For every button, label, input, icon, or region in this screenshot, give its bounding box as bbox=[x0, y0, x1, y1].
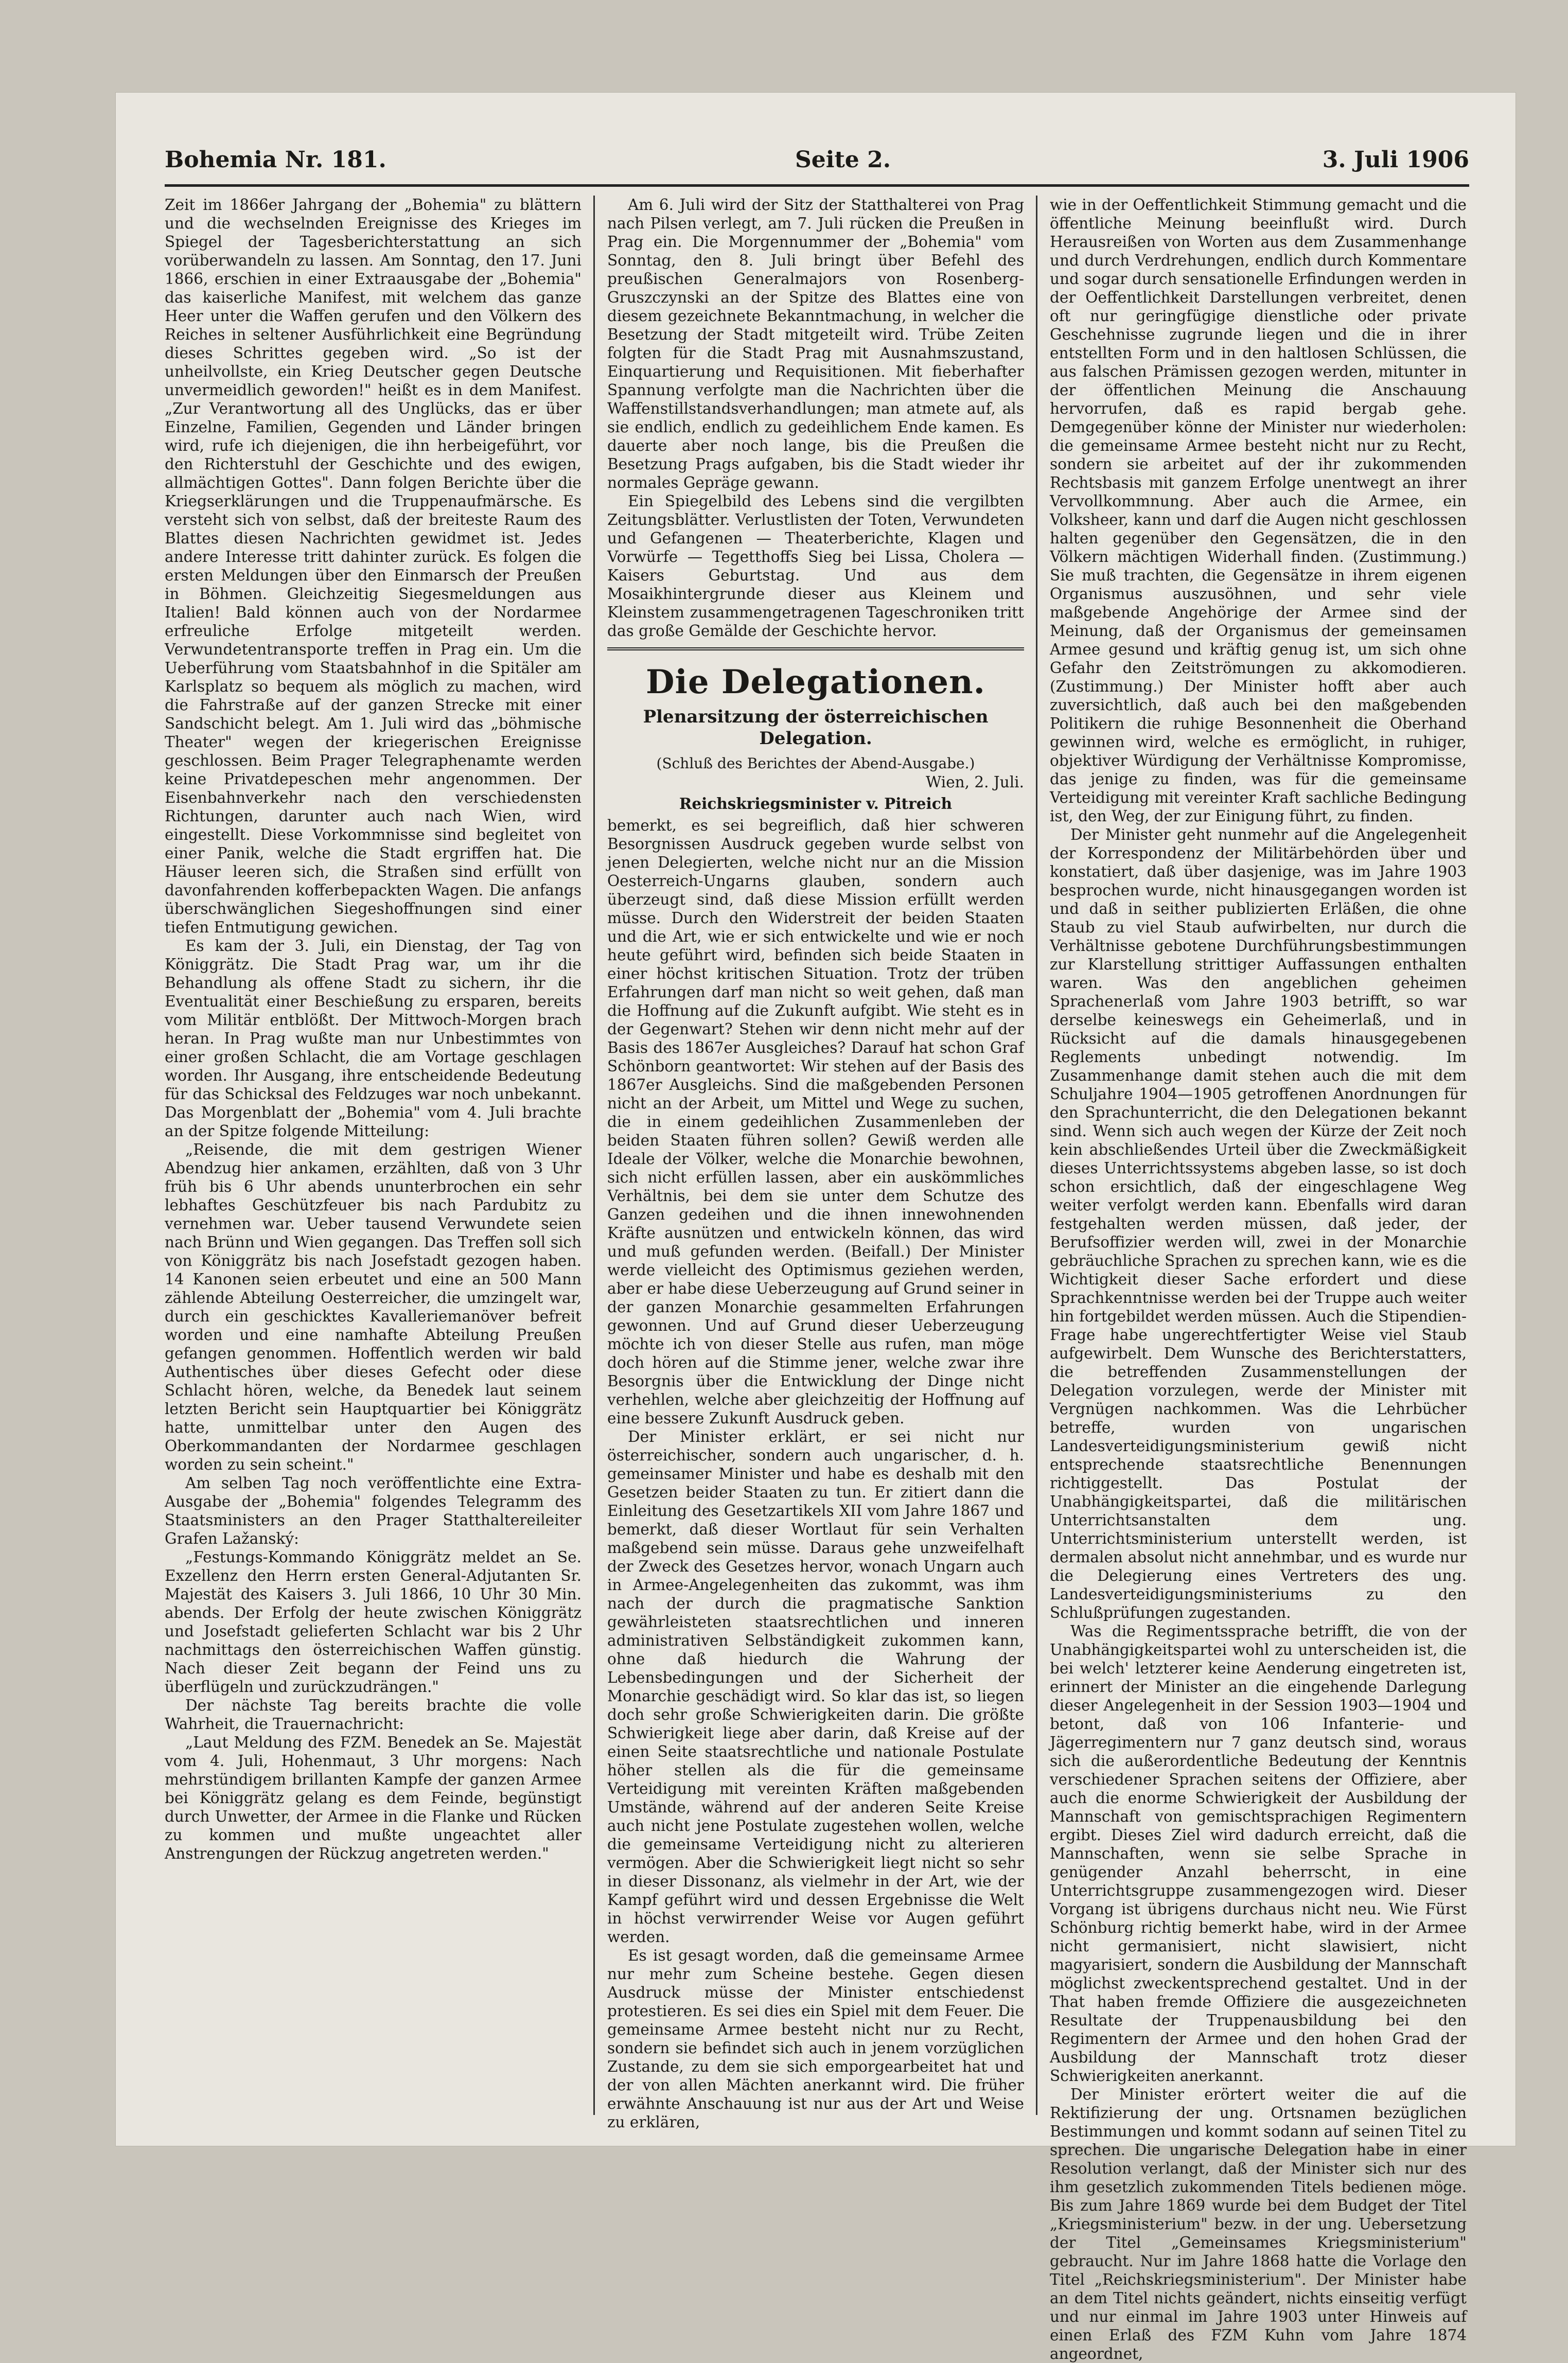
article-column-1 bbox=[165, 196, 582, 2115]
paragraph: Zeit im 1866er Jahrgang der „Bohemia" zu blättern und die wechselnden Ereignisse des Krieges im Spiegel der Tagesberichterstattung an sich vorüberwandeln zu lassen. Am Sonntag, den 17. Juni 1866, erschien in einer Extraausgabe der „Bohemia" das kaiserliche Manifest, mit welchem das ganze Heer unter die Waffen gerufen und den Völkern des Reiches in seltener Ausführlichkeit eine Begründung dieses Schrittes gegeben wird. „So ist der unheilvollste, ein Krieg Deutscher gegen Deutsche unvermeidlich geworden!" heißt es in dem Manifest. „Zur Verantwortung all des Unglücks, das er über Einzelne, Familien, Gegenden und Länder bringen wird, rufe ich diejenigen, die ihn herbeigeführt, vor den Richterstuhl der Geschichte und des ewigen, allmächtigen Gottes". Dann folgen Berichte über die Kriegserklärungen und die Truppenaufmärsche. Es versteht sich von selbst, daß der breiteste Raum des Blattes diesen Nachrichten gewidmet ist. Jedes andere Interesse tritt dahinter zurück. Es folgen die ersten Meldungen über den Einmarsch der Preußen in Böhmen. Gleichzeitig Siegesmeldungen aus Italien! Bald können auch von der Nordarmee erfreuliche Erfolge mitgeteilt werden. Verwundetentransporte treffen in Prag ein. Um die Ueberführung vom Staatsbahnhof in die Spitäler am Karlsplatz so bequem als möglich zu machen, wird die Fahrstraße auf der ganzen Strecke mit einer Sandschicht belegt. Am 1. Juli wird das „böhmische Theater" wegen der kriegerischen Ereignisse geschlossen. Beim Prager Telegraphenamte werden keine Privatdepeschen mehr angenommen. Der Eisenbahnverkehr nach den verschiedensten Richtungen, darunter auch nach Wien, wird eingestellt. Diese Vorkommnisse sind begleitet von einer Panik, welche die Stadt ergriffen hat. Die Häuser leeren sich, die Straßen sind erfüllt von davonfahrenden kofferbepackten Wagen. Die anfangs überschwänglichen Siegeshoffnungen sind einer tiefen Entmutigung gewichen. bbox=[165, 196, 582, 936]
paragraph: Der Minister erklärt, er sei nicht nur österreichischer, sondern auch ungarischer, d. h. gemeinsamer Minister und habe es deshalb mit den Gesetzen beider Staaten zu tun. Er zitiert dann die Einleitung des Gesetzartikels XII vom Jahre 1867 und bemerkt, daß dieser Wortlaut für sein Verhalten maßgebend sein müsse. Daraus gehe unzweifelhaft der Zweck des Gesetzes hervor, wonach Ungarn auch in Armee-Angelegenheiten das zukommt, was ihm nach der durch die pragmatische Sanktion gewährleisteten staatsrechtlichen und inneren administrativen Selbständigkeit zukommen kann, ohne daß hiedurch die Wahrung der Lebensbedingungen und der Sicherheit der Monarchie geschädigt wird. So klar das ist, so liegen doch sehr große Schwierigkeiten darin. Die größte Schwierigkeit liege aber darin, daß Kreise auf der einen Seite staatsrechtliche und nationale Postulate höher stellen als die für die gemeinsame Verteidigung mit vereinten Kräften maßgebenden Umstände, während auf der anderen Seite Kreise auch nicht jene Postulate zugestehen wollen, welche die gemeinsame Verteidigung nicht zu alterieren vermögen. Aber die Schwierigkeit liegt nicht so sehr in dieser Dissonanz, als vielmehr in der Art, wie der Kampf geführt wird und dessen Ergebnisse die Welt in höchst verwirrender Weise vor Augen geführt werden. bbox=[607, 1428, 1024, 1946]
header-rule bbox=[165, 184, 1469, 187]
paragraph: Am selben Tag noch veröffentlichte eine Extra-Ausgabe der „Bohemia" folgendes Telegramm des Staatsministers an den Prager Statthaltereileiter Grafen Lažanský: bbox=[165, 1474, 582, 1547]
section-subtitle: Plenarsitzung der österreichischen Delegation. bbox=[643, 707, 989, 749]
paragraph: „Laut Meldung des FZM. Benedek an Se. Majestät vom 4. Juli, Hohenmaut, 3 Uhr morgens: Nach mehrstündigem brillanten Kampfe der ganzen Armee bei Königgrätz gelang es dem Feinde, begünstigt durch Unwetter, der Armee in die Flanke und Rücken zu kommen und mußte ungeachtet aller Anstrengungen der Rückzug angetreten werden." bbox=[165, 1734, 582, 1862]
running-header bbox=[165, 147, 1469, 184]
column-divider-2 bbox=[1036, 196, 1037, 2115]
column-divider-1 bbox=[593, 196, 595, 2115]
paragraph: „Festungs-Kommando Königgrätz meldet an Se. Exzellenz den Herrn ersten General-Adjutanten Sr. Majestät des Kaisers 3. Juli 1866, 10 Uhr 30 Min. abends. Der Erfolg der heute zwischen Königgrätz und Josefstadt gelieferten Schlacht war bis 2 Uhr nachmittags den österreichischen Waffen günstig. Nach dieser Zeit begann der Feind uns zu überflügeln und zurückzudrängen." bbox=[165, 1548, 582, 1696]
paragraph: bemerkt, es sei begreiflich, daß hier schweren Besorgnissen Ausdruck gegeben wurde selbst von jenen Delegierten, welche nicht nur an die Mission Oesterreich-Ungarns glauben, sondern auch überzeugt sind, daß diese Mission erfüllt werden müsse. Durch den Widerstreit der beiden Staaten und die Art, wie er sich entwickelte und wie er noch heute geführt wird, befinden sich beide Staaten in einer höchst kritischen Situation. Trotz der trüben Erfahrungen darf man nicht so weit gehen, daß man die Hoffnung auf die Zukunft aufgibt. Wie steht es in der Gegenwart? Stehen wir denn nicht mehr auf der Basis des 1867er Ausgleiches? Darauf hat schon Graf Schönborn geantwortet: Wir stehen auf der Basis des 1867er Ausgleichs. Sind die maßgebenden Personen nicht an der Arbeit, um Mittel und Wege zu suchen, die in einem gedeihlichen Zusammenleben der beiden Staaten führen sollen? Gewiß werden alle Ideale der Völker, welche die Monarchie bewohnen, sich nicht erfüllen lassen, aber ein auskömmliches Verhältnis, bei dem sie unter dem Schutze des Ganzen gedeihen und die ihnen innewohnenden Kräfte ausnützen und entwickeln können, das wird und muß gefunden werden. (Beifall.) Der Minister werde vielleicht des Optimismus geziehen werden, aber er habe diese Ueberzeugung auf Grund seiner in der ganzen Monarchie gesammelten Erfahrungen gewonnen. Und auf Grund dieser Ueberzeugung möchte ich von dieser Stelle aus rufen, man möge doch hören auf die Stimme jener, welche zwar ihre Besorgnis über die Entwicklung der Dinge nicht verhehlen, welche aber gleichzeitig der Hoffnung auf eine bessere Zukunft Ausdruck geben. bbox=[607, 817, 1024, 1427]
paragraph: „Reisende, die mit dem gestrigen Wiener Abendzug hier ankamen, erzählten, daß von 3 Uhr früh bis 6 Uhr abends ununterbrochen ein sehr lebhaftes Geschützfeuer bis nach Pardubitz zu vernehmen war. Ueber tausend Verwundete seien nach Brünn und Wien gegangen. Das Treffen soll sich von Königgrätz bis nach Josefstadt gezogen haben. 14 Kanonen seien erbeutet und eine an 500 Mann zählende Abteilung Oesterreicher, die umzingelt war, durch ein geschicktes Kavalleriemanöver befreit worden und eine namhafte Abteilung Preußen gefangen genommen. Hoffentlich werden wir bald Authentisches über dieses Gefecht oder diese Schlacht hören, welche, da Benedek laut seinem letzten Bericht sein Hauptquartier bei Königgrätz hatte, unmittelbar unter den Augen des Oberkommandanten der Nordarmee geschlagen worden zu sein scheint." bbox=[165, 1141, 582, 1473]
paragraph: Der Minister erörtert weiter die auf die Rektifizierung der ung. Ortsnamen bezüglichen Bestimmungen und kommt sodann auf seinen Titel zu sprechen. Die ungarische Delegation habe in einer Resolution verlangt, daß der Minister sich nur des ihm gesetzlich zukommenden Titels bedienen möge. Bis zum Jahre 1869 wurde bei dem Budget der Titel „Kriegsministerium" bezw. in der ung. Uebersetzung der Titel „Gemeinsames Kriegsministerium" gebraucht. Nur im Jahre 1868 hatte die Vorlage den Titel „Reichskriegsministerium". Der Minister habe an dem Titel nichts geändert, nichts einseitig verfügt und nur einmal im Jahre 1903 unter Hinweis auf einen Erlaß des FZM Kuhn vom Jahre 1874 angeordnet, bbox=[1050, 2086, 1467, 2362]
paragraph: Was die Regimentssprache betrifft, die von der Unabhängigkeitspartei wohl zu unterscheiden ist, die bei welch' letzterer keine Aenderung eingetreten ist, erinnert der Minister an die eingehende Darlegung dieser Angelegenheit in der Session 1903—1904 und betont, daß von 106 Infanterie- und Jägerregimentern nur 7 ganz deutsch sind, woraus sich die außerordentliche Bedeutung der Kenntnis verschiedener Sprachen seitens der Offiziere, aber auch die enorme Schwierigkeit der Ausbildung der Mannschaft von gemischtsprachigen Regimentern ergibt. Dieses Ziel wird dadurch erreicht, daß die Mannschaften, wenn sie selbe Sprache in genügender Anzahl beherrscht, in eine Unterrichtsgruppe zusammengezogen wird. Dieser Vorgang ist übrigens durchaus nicht neu. Wie Fürst Schönburg richtig bemerkt habe, wird in der Armee nicht germanisiert, nicht slawisiert, nicht magyarisiert, sondern die Ausbildung der Mannschaft möglichst zweckentsprechend gestaltet. Und in der That haben fremde Offiziere die ausgezeichneten Resultate der Truppenausbildung bei den Regimentern der Armee und den hohen Grad der Ausbildung der Mannschaft trotz dieser Schwierigkeiten anerkannt. bbox=[1050, 1623, 1467, 2085]
paragraph: Es ist gesagt worden, daß die gemeinsame Armee nur mehr zum Scheine bestehe. Gegen diesen Ausdruck müsse der Minister entschiedenst protestieren. Es sei dies ein Spiel mit dem Feuer. Die gemeinsame Armee besteht nicht nur zu Recht, sondern sie befindet sich auch in jenem vorzüglichen Zustande, zu dem sie sich emporgearbeitet hat und der von allen Mächten anerkannt wird. Die früher erwähnte Anschauung ist nur aus der Art und Weise zu erklären, bbox=[607, 1947, 1024, 2131]
header-masthead: Bohemia Nr. 181. bbox=[165, 147, 386, 173]
paragraph: Ein Spiegelbild des Lebens sind die vergilbten Zeitungsblätter. Verlustlisten der Toten, Verwundeten und Gefangenen — Theaterberichte, Klagen und Vorwürfe — Tegetthoffs Sieg bei Lissa, Cholera — Kaisers Geburtstag. Und aus dem Mosaikhintergrunde dieser aus Kleinem und Kleinstem zusammengetragenen Tageschroniken tritt das große Gemälde der Geschichte hervor. bbox=[607, 492, 1024, 640]
article-column-2 bbox=[607, 196, 1024, 2131]
paragraph: Es kam der 3. Juli, ein Dienstag, der Tag von Königgrätz. Die Stadt Prag war, um ihr die Behandlung als offene Stadt zu sichern, ihr die Eventualität einer Beschießung zu ersparen, bereits vom Militär entblößt. Der Mittwoch-Morgen brach heran. In Prag wußte man nur Unbestimmtes von einer großen Schlacht, die am Vortage geschlagen worden. Ihr Ausgang, ihre entscheidende Bedeutung für das Schicksal des Feldzuges war noch unbekannt. Das Morgenblatt der „Bohemia" vom 4. Juli brachte an der Spitze folgende Mitteilung: bbox=[165, 937, 582, 1140]
newspaper-page bbox=[116, 93, 1516, 2362]
dateline: Wien, 2. Juli. bbox=[925, 773, 1024, 791]
paragraph: Am 6. Juli wird der Sitz der Statthalterei von Prag nach Pilsen verlegt, am 7. Juli rücken die Preußen in Prag ein. Die Morgennummer der „Bohemia" vom Sonntag, den 8. Juli bringt über Befehl des preußischen Generalmajors von Rosenberg-Gruszczynski an der Spitze des Blattes eine von diesem gezeichnete Bekanntmachung, in welcher die Besetzung der Stadt mitgeteilt wird. Trübe Zeiten folgten für die Stadt Prag mit Ausnahmszustand, Einquartierung und Requisitionen. Mit fieberhafter Spannung verfolgte man die Nachrichten über die Waffenstillstandsverhandlungen; man atmete auf, als sie endlich, endlich zu gedeihlichem Ende kamen. Es dauerte aber noch lange, bis die Preußen die Besetzung Prags aufgaben, bis die Stadt wieder ihr normales Gepräge gewann. bbox=[607, 196, 1024, 491]
section-separator bbox=[607, 647, 1024, 650]
paragraph: Der nächste Tag bereits brachte die volle Wahrheit, die Trauernachricht: bbox=[165, 1697, 582, 1733]
paragraph: wie in der Oeffentlichkeit Stimmung gemacht und die öffentliche Meinung beeinflußt wird. Durch Herausreißen von Worten aus dem Zusammenhange und durch Verdrehungen, endlich durch Kommentare und sogar durch sensationelle Erfindungen werden in der Oeffentlichkeit Darstellungen verbreitet, denen oft nur geringfügige dienstliche oder private Geschehnisse zugrunde liegen und die in ihrer entstellten Form und in den haltlosen Schlüssen, die aus falschen Prämissen gezogen werden, mitunter in der öffentlichen Meinung die Anschauung hervorrufen, daß es rapid bergab gehe. Demgegenüber könne der Minister nur wiederholen: die gemeinsame Armee besteht nicht nur zu Recht, sondern sie arbeitet auf der ihr zukommenden Rechtsbasis mit ganzem Erfolge unentwegt an ihrer Vervollkommnung. Aber auch die Armee, ein Volksheer, kann und darf die Augen nicht geschlossen halten gegenüber den Gegensätzen, die in den Völkern mächtigen Widerhall finden. (Zustimmung.) Sie muß trachten, die Gegensätze in ihrem eigenen Organismus auszusöhnen, und sehr viele maßgebende Angehörige der Armee sind der Meinung, daß der Organismus der gemeinsamen Armee gesund und kräftig genug ist, um sich ohne Gefahr den Zeitströmungen zu akkomodieren. (Zustimmung.) Der Minister hofft aber auch zuversichtlich, daß auch bei den maßgebenden Politikern die ruhige Besonnenheit die Oberhand gewinnen wird, welche es ermöglicht, in ruhiger, objektiver Würdigung der Verhältnisse Kompromisse, das jenige zu finden, was für die gemeinsame Verteidigung mit vereinter Kraft sachliche Bedingung ist, den Weg, der zur Einigung führt, zu finden. bbox=[1050, 196, 1467, 825]
section-title: Die Delegationen. bbox=[646, 663, 985, 701]
section-note: (Schluß des Berichtes der Abend-Ausgabe.) bbox=[656, 755, 975, 772]
header-date: 3. Juli 1906 bbox=[1322, 147, 1469, 173]
paragraph: Der Minister geht nunmehr auf die Angelegenheit der Korrespondenz der Militärbehörden über und konstatiert, daß über dasjenige, was im Jahre 1903 besprochen wurde, nicht hinausgegangen worden ist und daß in seither publizierten Erläßen, die ohne Staub zu viel Staub aufwirbelten, nur durch die Verhältnisse gebotene Durchführungsbestimmungen zur Klarstellung strittiger Auffassungen enthalten waren. Was den angeblichen geheimen Sprachenerlaß vom Jahre 1903 betrifft, so war derselbe keineswegs ein Geheimerlaß, und in Rücksicht auf die damals hinausgegebenen Reglements unbedingt notwendig. Im Zusammenhange damit stehen auch die mit dem Schuljahre 1904—1905 getroffenen Anordnungen für den Sprachunterricht, die den Delegationen bekannt sind. Wenn sich auch wegen der Kürze der Zeit noch kein abschließendes Urteil über die Zweckmäßigkeit dieses Unterrichtssystems abgeben lasse, so ist doch schon ersichtlich, daß der eingeschlagene Weg weiter verfolgt werden kann. Ebenfalls wird daran festgehalten werden müssen, daß jeder, der Berufsoffizier werden will, zwei in der Monarchie gebräuchliche Sprachen zu sprechen kann, wie es die Wichtigkeit dieser Sache erfordert und diese Sprachkenntnisse werden bei der Truppe auch weiter hin fortgebildet werden müssen. Auch die Stipendien-Frage habe ungerechtfertigter Weise viel Staub aufgewirbelt. Dem Wunsche des Berichterstatters, die betreffenden Zusammenstellungen der Delegation vorzulegen, werde der Minister mit Vergnügen nachkommen. Was die Lehrbücher betreffe, wurden von ungarischen Landesverteidigungsministerium gewiß nicht entsprechende staatsrechtliche Benennungen richtiggestellt. Das Postulat der Unabhängigkeitspartei, daß die militärischen Unterrichtsanstalten dem ung. Unterrichtsministerium unterstellt werden, ist dermalen absolut nicht annehmbar, und es wurde nur die Delegierung eines Vertreters des ung. Landesverteidigungsministeriums zu den Schlußprüfungen zugestanden. bbox=[1050, 826, 1467, 1621]
header-page-number: Seite 2. bbox=[795, 147, 891, 173]
article-column-3 bbox=[1050, 196, 1467, 2362]
speaker-name: Reichskriegsminister v. Pitreich bbox=[679, 795, 953, 813]
